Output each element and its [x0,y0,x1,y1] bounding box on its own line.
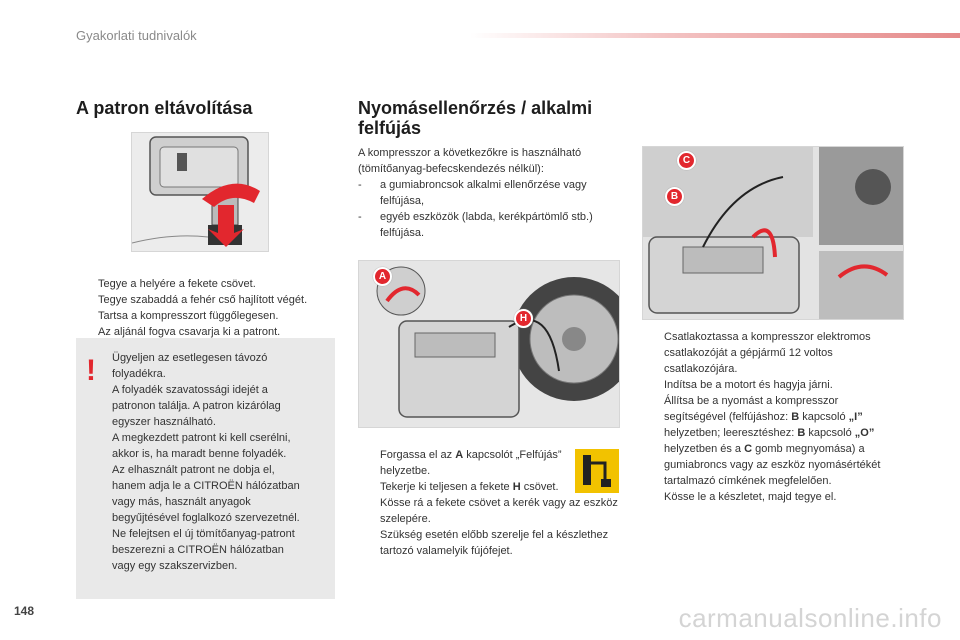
inflation-mode-icon [575,449,619,493]
cartridge-steps-list [76,276,338,340]
list-item: - a gumiabroncsok alkalmi ellenőrzése vagy felfújása, [358,179,587,207]
list-item: Az aljánál fogva csavarja ki a patront. [98,326,281,338]
power-socket-illustration [642,146,904,320]
list-item: Forgassa el az A kapcsolót „Felfújás” helyzetbe. [380,449,562,477]
power-socket-drawing [643,147,903,319]
page-number: 148 [14,604,35,618]
compressor-wheel-drawing [359,261,619,427]
label-a-marker: A [373,267,392,286]
label-c-marker: C [677,151,696,170]
warning-box [76,338,335,599]
label-b-marker: B [665,187,684,206]
list-item: Kösse rá a fekete csövet a kerék vagy az eszköz szelepére. Szükség esetén előbb szerelje fel a készlethez tartozó valamelyik fújófejet. [380,497,618,557]
section-heading-cartridge-removal: A patron eltávolítása [76,98,253,118]
compressor-wheel-illustration [358,260,620,428]
list-item: - egyéb eszközök (labda, kerékpártömlő stb.) felfújása. [358,211,593,239]
header-accent-bar [470,33,960,38]
warning-text: Ügyeljen az esetlegesen távozó folyadékra. A folyadék szavatossági idejét a patronon találja. A patron kizárólag egyszer használható. A megkezdett patront ki kell cserélni, akkor is, ha maradt benne folyadék. Az elhasznált patront ne dobja el, hanem adja le a CITROËN hálózatban vagy más, használt anyagok begyűjtésével foglalkozó szervezetnél. Ne felejtsen el új tömítőanyag-patront beszerezni a CITROËN hálózatban vagy egy szakszervizben. [112,352,300,572]
list-item: Kösse le a készletet, majd tegye el. [664,491,837,503]
warning-icon: ! [86,354,96,387]
tyre-inflation-icon [575,449,619,493]
intro-text: A kompresszor a következőkre is használható (tömítőanyag-befecskendezés nélkül): [358,147,582,175]
inflation-steps-list [642,329,902,505]
list-item: Tegye a helyére a fekete csövet. [98,278,256,290]
list-item: Állítsa be a nyomást a kompresszor segítségével (felfújáshoz: B kapcsoló „I” helyzetben; leeresztéshez: B kapcsoló „O” helyzetben és a C gomb megnyomása) a gumiabroncs vagy az eszköz nyomásértékét tartalmazó címkének megfelelően. [664,395,881,487]
pressure-intro [358,145,622,241]
list-item: Tekerje ki teljesen a fekete H csövet. [380,481,559,493]
list-item: Indítsa be a motort és hagyja járni. [664,379,833,391]
cartridge-removal-drawing [132,133,268,251]
watermark: carmanualsonline.info [678,603,942,633]
page-header-title: Gyakorlati tudnivalók [76,28,197,43]
label-h-marker: H [514,309,533,328]
section-heading-pressure-check: Nyomásellenőrzés / alkalmi felfújás [358,98,593,138]
cartridge-illustration [131,132,269,252]
list-item: Tartsa a kompresszort függőlegesen. [98,310,279,322]
pressure-steps-list [358,447,618,559]
list-item: Tegye szabaddá a fehér cső hajlított végét. [98,294,308,306]
list-item: Csatlakoztassa a kompresszor elektromos csatlakozóját a gépjármű 12 voltos csatlakozójára. [664,331,871,375]
